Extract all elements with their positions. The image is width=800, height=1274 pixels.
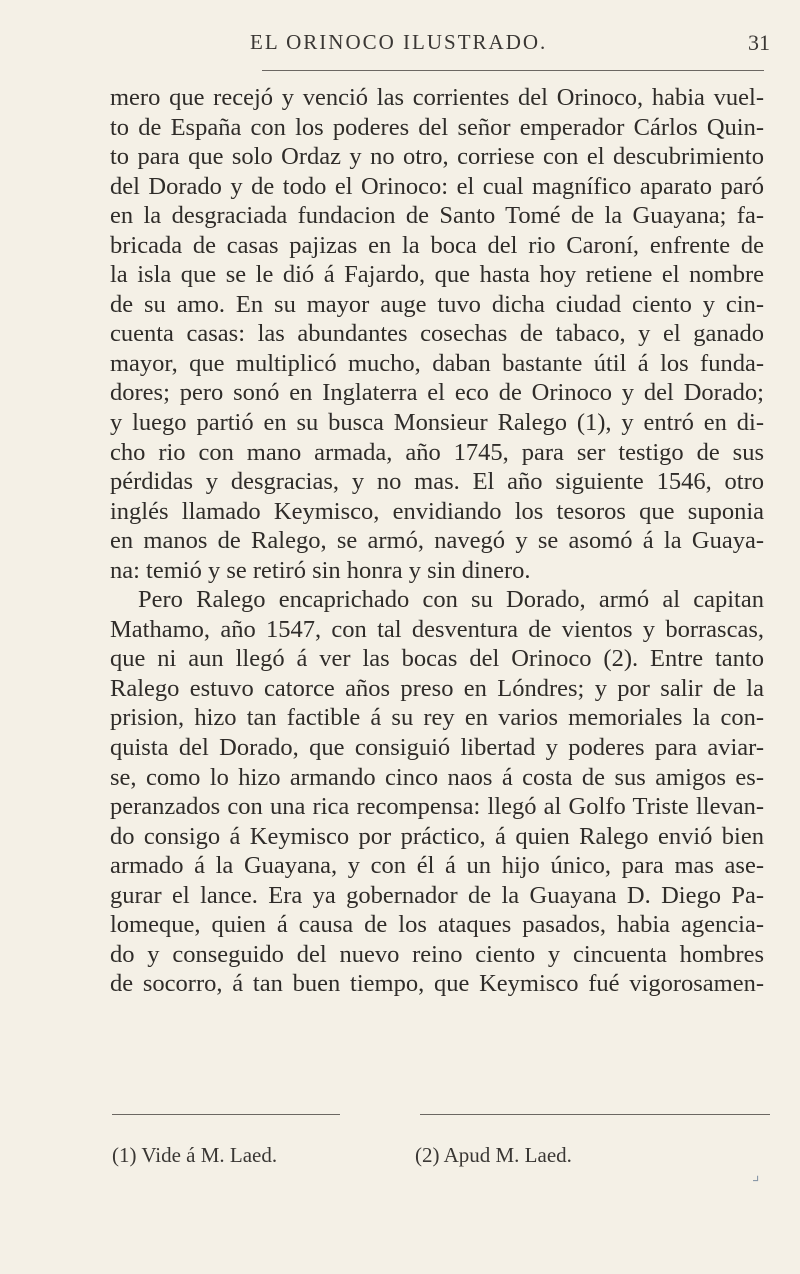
text-line: to para que solo Ordaz y no otro, corriese con el descubrimiento [110, 143, 764, 171]
footnote-rule-right [420, 1114, 770, 1115]
text-line: que ni aun llegó á ver las bocas del Orinoco (2). Entre tanto [110, 645, 764, 673]
text-line: bricada de casas pajizas en la boca del rio Caroní, enfrente de [110, 231, 764, 259]
running-head-title: EL ORINOCO ILUSTRADO. [250, 30, 548, 54]
text-line: se, como lo hizo armando cinco naos á costa de sus amigos es- [110, 763, 764, 791]
text-line: de su amo. En su mayor auge tuvo dicha ciudad ciento y cin- [110, 290, 764, 318]
text-line: la isla que se le dió á Fajardo, que hasta hoy retiene el nombre [110, 261, 764, 289]
text-line: gurar el lance. Era ya gobernador de la Guayana D. Diego Pa- [110, 881, 764, 909]
text-line: do consigo á Keymisco por práctico, á quien Ralego envió bien [110, 822, 764, 850]
text-line: quista del Dorado, que consiguió libertad y poderes para aviar- [110, 734, 764, 762]
text-line: inglés llamado Keymisco, envidiando los tesoros que suponia [110, 497, 764, 525]
text-line: mayor, que multiplicó mucho, daban bastante útil á los funda- [110, 349, 764, 377]
page-number: 31 [748, 30, 770, 55]
text-line: cuenta casas: las abundantes cosechas de tabaco, y el ganado [110, 320, 764, 348]
footnote-2: (2) Apud M. Laed. [415, 1143, 572, 1167]
text-line: to de España con los poderes del señor emperador Cárlos Quin- [110, 113, 764, 141]
text-line: en la desgraciada fundacion de Santo Tomé de la Guayana; fa- [110, 202, 764, 230]
text-line: dores; pero sonó en Inglaterra el eco de Orinoco y del Dorado; [110, 379, 764, 407]
text-line-paragraph-start: Pero Ralego encaprichado con su Dorado, armó al capitan [138, 586, 764, 614]
ink-mark-icon: ⌟ [752, 1167, 760, 1184]
text-line: prision, hizo tan factible á su rey en varios memoriales la con- [110, 704, 764, 732]
text-line: peranzados con una rica recompensa: llegó al Golfo Triste llevan- [110, 793, 764, 821]
text-line: Ralego estuvo catorce años preso en Lóndres; y por salir de la [110, 674, 764, 702]
header-rule [262, 70, 764, 71]
running-head [0, 30, 800, 56]
text-line: en manos de Ralego, se armó, navegó y se asomó á la Guaya- [110, 527, 764, 555]
text-line: del Dorado y de todo el Orinoco: el cual magnífico aparato paró [110, 172, 764, 200]
footnote-rule [112, 1114, 340, 1115]
text-line: do y conseguido del nuevo reino ciento y cincuenta hombres [110, 940, 764, 968]
text-line: armado á la Guayana, y con él á un hijo único, para mas ase- [110, 852, 764, 880]
footnote-1: (1) Vide á M. Laed. [112, 1143, 278, 1167]
text-line-paragraph-end: na: temió y se retiró sin honra y sin dinero. [110, 556, 531, 584]
text-line: de socorro, á tan buen tiempo, que Keymisco fué vigorosamen- [110, 970, 764, 998]
text-line: mero que recejó y venció las corrientes del Orinoco, habia vuel- [110, 84, 764, 111]
text-line: cho rio con mano armada, año 1745, para ser testigo de sus [110, 438, 764, 466]
text-line: lomeque, quien á causa de los ataques pasados, habia agencia- [110, 911, 764, 939]
text-line: y luego partió en su busca Monsieur Ralego (1), y entró en di- [110, 409, 764, 437]
body-text [110, 83, 764, 999]
text-line: pérdidas y desgracias, y no mas. El año siguiente 1546, otro [110, 468, 764, 496]
text-line: Mathamo, año 1547, con tal desventura de vientos y borrascas, [110, 615, 764, 643]
